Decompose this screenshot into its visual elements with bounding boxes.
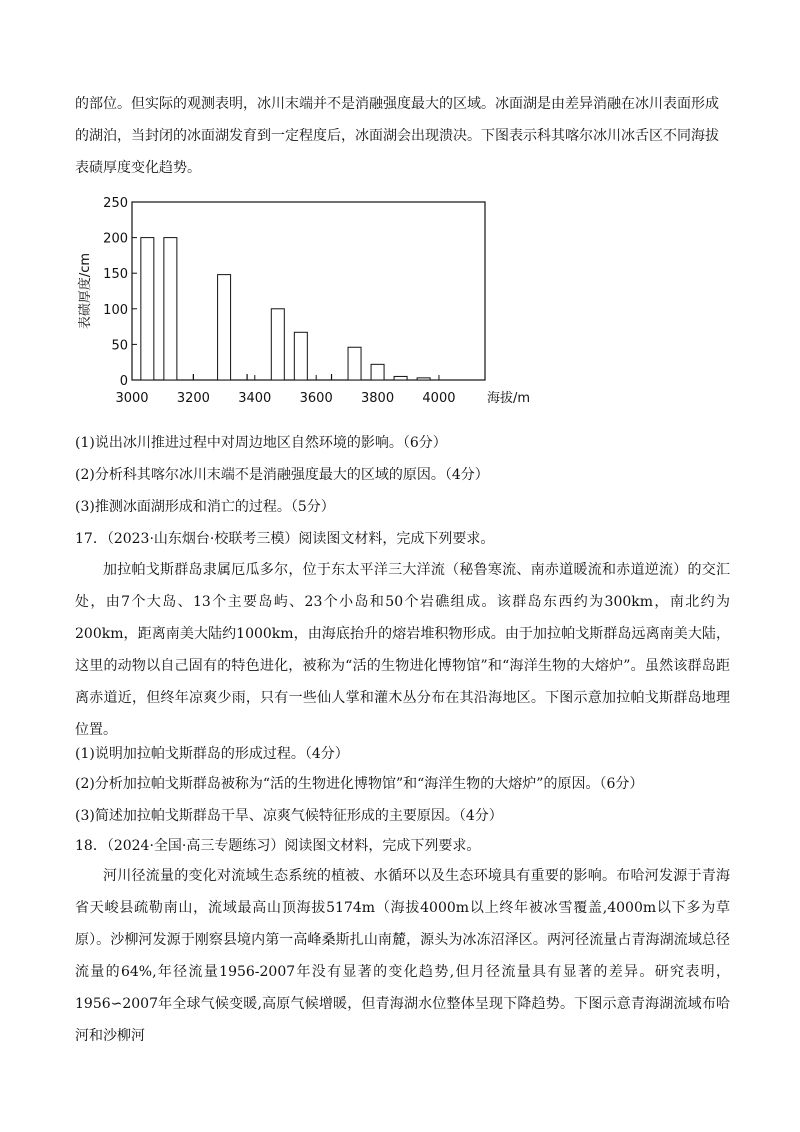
bar bbox=[371, 364, 384, 380]
thickness-bar-chart bbox=[75, 190, 545, 415]
bar bbox=[271, 309, 284, 380]
bar bbox=[141, 238, 154, 380]
q18-paragraph: 河川径流量的变化对流域生态系统的植被、水循环以及生态环境具有重要的影响。布哈河发源于青海省天峻县疏勒南山，流域最高山顶海拔5174m（海拔4000m以上终年被冰雪覆盖,4000m以下多为草原）。沙柳河发源于刚察县境内第一高峰桑斯扎山南麓，源头为冰冻沼泽区。两河径流量占青海湖流域总径流量的64%,年径流量1956-2007年没有显著的变化趋势,但月径流量具有显著的差异。研究表明，1956∽2007年全球气候变暖,高原气候增暖，但青海湖水位整体呈现下降趋势。下图示意青海湖流域布哈河和沙柳河 bbox=[75, 868, 730, 1044]
bar bbox=[218, 275, 231, 380]
bar bbox=[394, 376, 407, 380]
plot-frame bbox=[132, 202, 485, 380]
y-tick-label: 50 bbox=[111, 338, 128, 354]
q16-item-2: (2)分析科其喀尔冰川末端不是消融强度最大的区域的原因。（4分） bbox=[75, 467, 489, 483]
x-tick-label: 3400 bbox=[238, 391, 272, 406]
bar bbox=[294, 332, 307, 380]
x-tick-label: 3200 bbox=[176, 391, 210, 406]
y-tick-label: 0 bbox=[119, 374, 128, 389]
x-tick-label: 3600 bbox=[299, 391, 333, 406]
bar bbox=[164, 238, 177, 380]
q16-item-1: (1)说出冰川推进过程中对周边地区自然环境的影响。（6分） bbox=[75, 435, 447, 451]
q17-item-3: (3)简述加拉帕戈斯群岛干旱、凉爽气候特征形成的主要原因。（4分） bbox=[75, 808, 503, 824]
q17-header: 17．（2023·山东烟台·校联考三模）阅读图文材料，完成下列要求。 bbox=[75, 531, 495, 547]
y-tick-label: 250 bbox=[103, 196, 128, 211]
y-axis-label: 表碛厚度/cm bbox=[78, 252, 93, 330]
x-tick-label: 3800 bbox=[361, 391, 395, 406]
y-tick-label: 150 bbox=[103, 267, 128, 283]
q17-item-1: (1)说明加拉帕戈斯群岛的形成过程。（4分） bbox=[75, 746, 349, 762]
bar bbox=[417, 378, 430, 380]
q17-paragraph: 加拉帕戈斯群岛隶属厄瓜多尔，位于东太平洋三大洋流（秘鲁寒流、南赤道暖流和赤道逆流）的交汇处，由7个大岛、13个主要岛屿、23个小岛和50个岩礁组成。该群岛东西约为300km，南北约为200km，距离南美大陆约1000km，由海底抬升的熔岩堆积物形成。由于加拉帕戈斯群岛远离南美大陆，这里的动物以自己固有的特色进化，被称为“活的生物进化博物馆”和“海洋生物的大熔炉”。虽然该群岛距离赤道近，但终年凉爽少雨，只有一些仙人掌和灌木丛分布在其沿海地区。下图示意加拉帕戈斯群岛地理位置。 bbox=[75, 562, 730, 738]
y-tick-label: 100 bbox=[103, 302, 128, 318]
x-axis-label: 海拔/m bbox=[487, 391, 531, 406]
q16-item-3: (3)推测冰面湖形成和消亡的过程。（5分） bbox=[75, 499, 335, 515]
q18-header: 18．（2024·全国·高三专题练习）阅读图文材料，完成下列要求。 bbox=[75, 838, 481, 854]
bar bbox=[348, 347, 361, 380]
intro-paragraph: 的部位。但实际的观测表明，冰川末端并不是消融强度最大的区域。冰面湖是由差异消融在冰川表面形成的湖泊，当封闭的冰面湖发育到一定程度后，冰面湖会出现溃决。下图表示科其喀尔冰川冰舌区不同海拔表碛厚度变化趋势。 bbox=[75, 96, 719, 176]
x-tick-label: 3000 bbox=[115, 391, 149, 406]
y-tick-label: 200 bbox=[103, 231, 128, 247]
q17-item-2: (2)分析加拉帕戈斯群岛被称为“活的生物进化博物馆”和“海洋生物的大熔炉”的原因。（6分） bbox=[75, 776, 644, 792]
x-tick-label: 4000 bbox=[422, 391, 456, 406]
